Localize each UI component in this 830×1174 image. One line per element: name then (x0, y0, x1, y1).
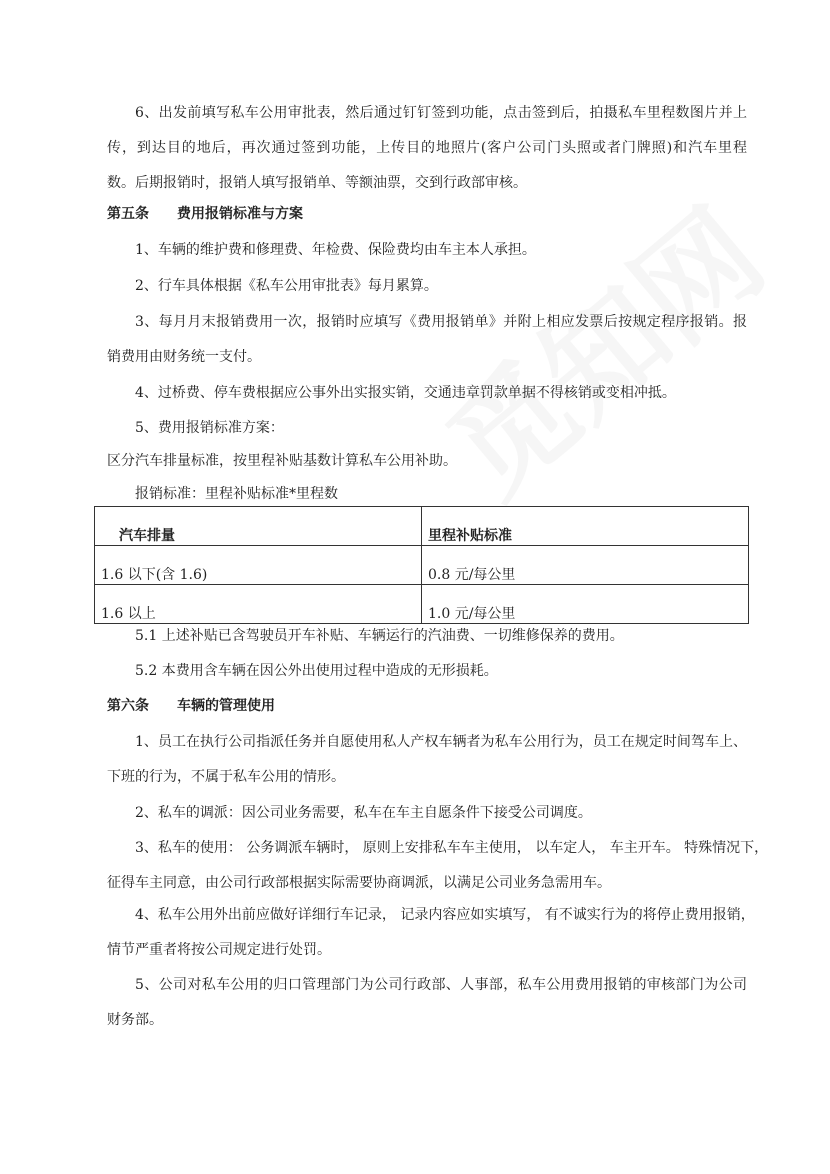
paragraph-line: 4、私车公用外出前应做好详细行车记录， 记录内容应如实填写， 有不诚实行为的将停止费用报销， (135, 907, 755, 923)
paragraph-line: 1、员工在执行公司指派任务并自愿使用私人产权车辆者为私车公用行为，员工在规定时间驾车上、 (135, 734, 747, 750)
paragraph-line: 5.2 本费用含车辆在因公外出使用过程中造成的无形损耗。 (135, 663, 498, 679)
article-number: 第五条 (107, 206, 149, 222)
paragraph-line: 征得车主同意，由公司行政部根据实际需要协商调派，以满足公司业务急需用车。 (107, 875, 611, 891)
table-header: 里程补贴标准 (422, 507, 749, 546)
paragraph-line: 情节严重者将按公司规定进行处罚。 (107, 942, 331, 958)
paragraph-line: 报销标准：里程补贴标准*里程数 (135, 486, 338, 502)
table-cell: 1.6 以下(含 1.6) (95, 546, 422, 585)
paragraph-line: 区分汽车排量标准，按里程补贴基数计算私车公用补助。 (107, 453, 457, 469)
paragraph-line: 5、费用报销标准方案： (135, 420, 284, 436)
paragraph-line: 销费用由财务统一支付。 (107, 349, 261, 365)
paragraph-line: 数。后期报销时，报销人填写报销单、等额油票，交到行政部审核。 (107, 175, 527, 191)
table-cell: 0.8 元/每公里 (422, 546, 749, 585)
article-6-heading (107, 696, 747, 716)
paragraph-line: 4、过桥费、停车费根据应公事外出实报实销，交通违章罚款单据不得核销或变相冲抵。 (135, 385, 676, 401)
article-number: 第六条 (107, 698, 149, 714)
table-cell: 1.0 元/每公里 (422, 585, 749, 624)
table-cell: 1.6 以上 (95, 585, 422, 624)
subsidy-table (94, 506, 749, 624)
paragraph-line: 2、行车具体根据《私车公用审批表》每月累算。 (135, 278, 438, 294)
table-header-row (95, 507, 749, 546)
article-title: 费用报销标准与方案 (177, 206, 303, 222)
paragraph-line: 传，到达目的地后，再次通过签到功能，上传目的地照片(客户公司门头照或者门牌照)和汽车里程 (107, 140, 747, 156)
table-header: 汽车排量 (95, 507, 422, 546)
article-title: 车辆的管理使用 (177, 698, 275, 714)
paragraph-line: 3、私车的使用： 公务调派车辆时， 原则上安排私车车主使用， 以车定人， 车主开车。 特殊情况下， (135, 840, 769, 856)
article-5-heading (107, 204, 747, 224)
paragraph-line: 下班的行为，不属于私车公用的情形。 (107, 769, 345, 785)
table-row (95, 546, 749, 585)
paragraph-line: 3、每月月末报销费用一次，报销时应填写《费用报销单》并附上相应发票后按规定程序报销。报 (135, 314, 747, 330)
paragraph-line: 2、私车的调派：因公司业务需要，私车在车主自愿条件下接受公司调度。 (135, 805, 592, 821)
paragraph-line: 财务部。 (107, 1012, 163, 1028)
paragraph-line: 1、车辆的维护费和修理费、年检费、保险费均由车主本人承担。 (135, 242, 536, 258)
paragraph-line: 5.1 上述补贴已含驾驶员开车补贴、车辆运行的汽油费、一切维修保养的费用。 (135, 628, 624, 644)
paragraph-line: 5、公司对私车公用的归口管理部门为公司行政部、人事部，私车公用费用报销的审核部门为公司 (135, 977, 747, 993)
table-row (95, 585, 749, 624)
paragraph-line: 6、出发前填写私车公用审批表，然后通过钉钉签到功能，点击签到后，拍摄私车里程数图片并上 (135, 105, 747, 121)
